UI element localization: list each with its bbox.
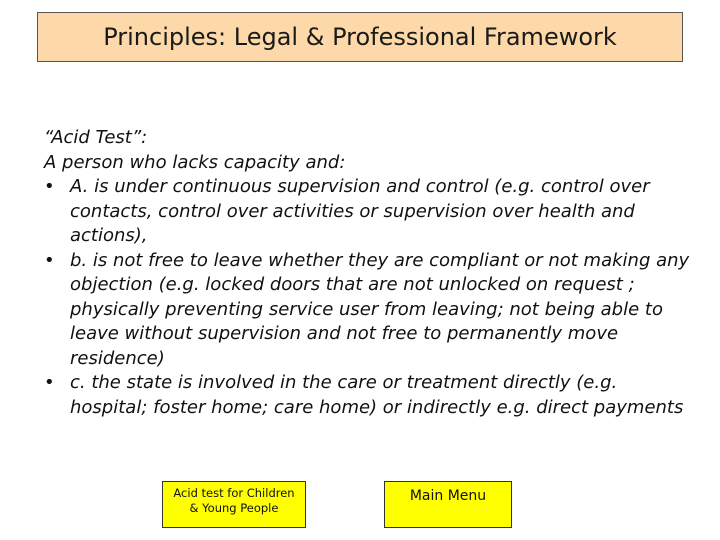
intro-text: A person who lacks capacity and: [44,151,346,173]
acid-test-heading: “Acid Test”: [44,127,148,148]
criteria-item-b [44,249,690,372]
criteria-item-c-text: c. the state is involved in the care or treatment directly (e.g. hospital; foster home; care home) or indirectly e.g. direct payments [70,372,684,418]
bullet-dot-icon: • [44,249,55,271]
criteria-list [44,175,704,420]
criteria-item-b-text: b. is not free to leave whether they are compliant or not making any objection (e.g. locked doors that are not unlocked on request ; physically preventing service user from leaving; not being able to leave without supervision and not free to permanently move residence) [70,249,690,369]
criteria-item-c [44,371,690,420]
acid-test-children-button[interactable] [162,481,306,528]
main-menu-button-label: Main Menu [409,488,487,504]
criteria-item-a [44,175,690,249]
acid-test-button-label-line2: & Young People [189,501,279,515]
bullet-dot-icon: • [44,176,55,197]
bullet-dot-icon: • [44,372,55,393]
main-menu-button[interactable] [384,481,512,528]
slide-content [44,126,704,420]
slide-title-box [37,12,683,62]
criteria-item-a-text: A. is under continuous supervision and control (e.g. control over contacts, control over activities or supervision over health and actions), [70,176,650,246]
slide-title: Principles: Legal & Professional Framework [103,23,617,51]
acid-test-button-label-line1: Acid test for Children [173,486,295,500]
